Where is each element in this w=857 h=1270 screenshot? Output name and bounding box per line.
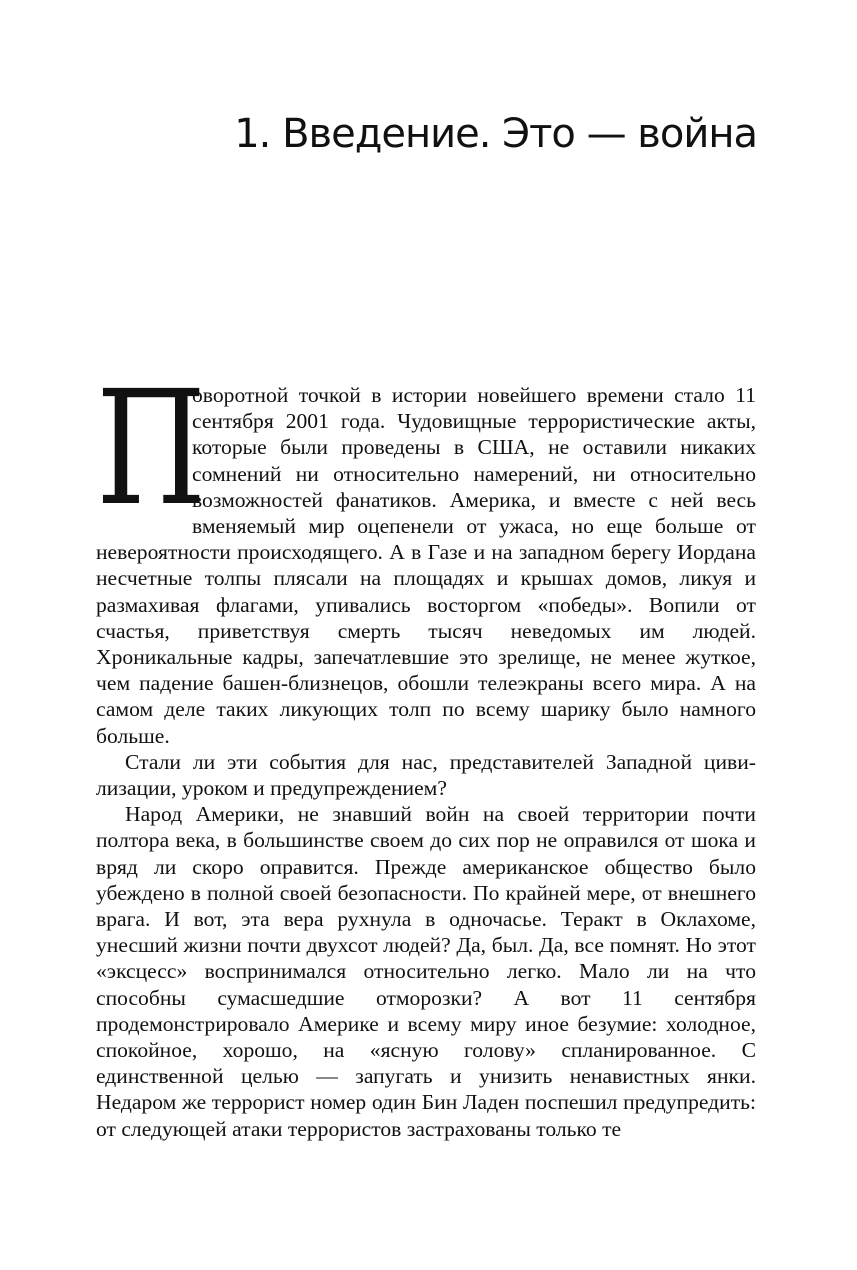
paragraph-1-text: оворотной точкой в истории новейшего времени стало 11 сентября 2001 года. Чудовищные террористические акты, которые были проведены в США, не оставили никаких сомнений ни относительно намерений, ни относительно возможностей фанатиков. Америка, и вместе с ней весь вменяемый мир оцепенели от ужаса, но еще больше от невероятности происходящего. А в Газе и на западном берегу Иордана несчетные толпы плясали на площадях и крышах домов, ликуя и размахивая флагами, упивались восторгом «победы». Вопили от счастья, приветствуя смерть тысяч неведомых им людей. Хроникальные кадры, запечатлевшие это зрелище, не менее жуткое, чем падение башен-близнецов, обошли телеэкраны всего мира. А на самом деле таких ликующих толп по всему шарику было намного больше. [96,383,756,748]
chapter-title: 1. Введение. Это — война [234,111,757,157]
drop-cap: П [96,357,207,541]
paragraph-3: Народ Америки, не знавший войн на своей территории почти полтора века, в большинстве своем до сих пор не оправился от шока и вряд ли скоро оправится. Прежде американское общество было убеждено в полной своей безопасности. По крайней мере, от внешнего врага. И вот, эта вера рухнула в одночасье. Теракт в Оклахоме, унесший жизни почти двухсот людей? Да, был. Да, все помнят. Но этот «эксцесс» воспринимался относительно легко. Мало ли на что способны сумасшедшие отморозки? А вот 11 сентября продемонстрировало Америке и всему миру иное безумие: холодное, спокойное, хорошо, на «ясную голову» спланированное. С единственной целью — запугать и унизить ненавистных янки. Недаром же террорист номер один Бин Ладен поспешил предупредить: от следующей атаки террористов застрахованы только те [96,802,756,1141]
paragraph-2: Стали ли эти события для нас, представителей Западной цивилизации, уроком и предупреждением? [96,749,756,801]
body-text [96,357,756,1142]
paragraph-1 [96,357,756,749]
